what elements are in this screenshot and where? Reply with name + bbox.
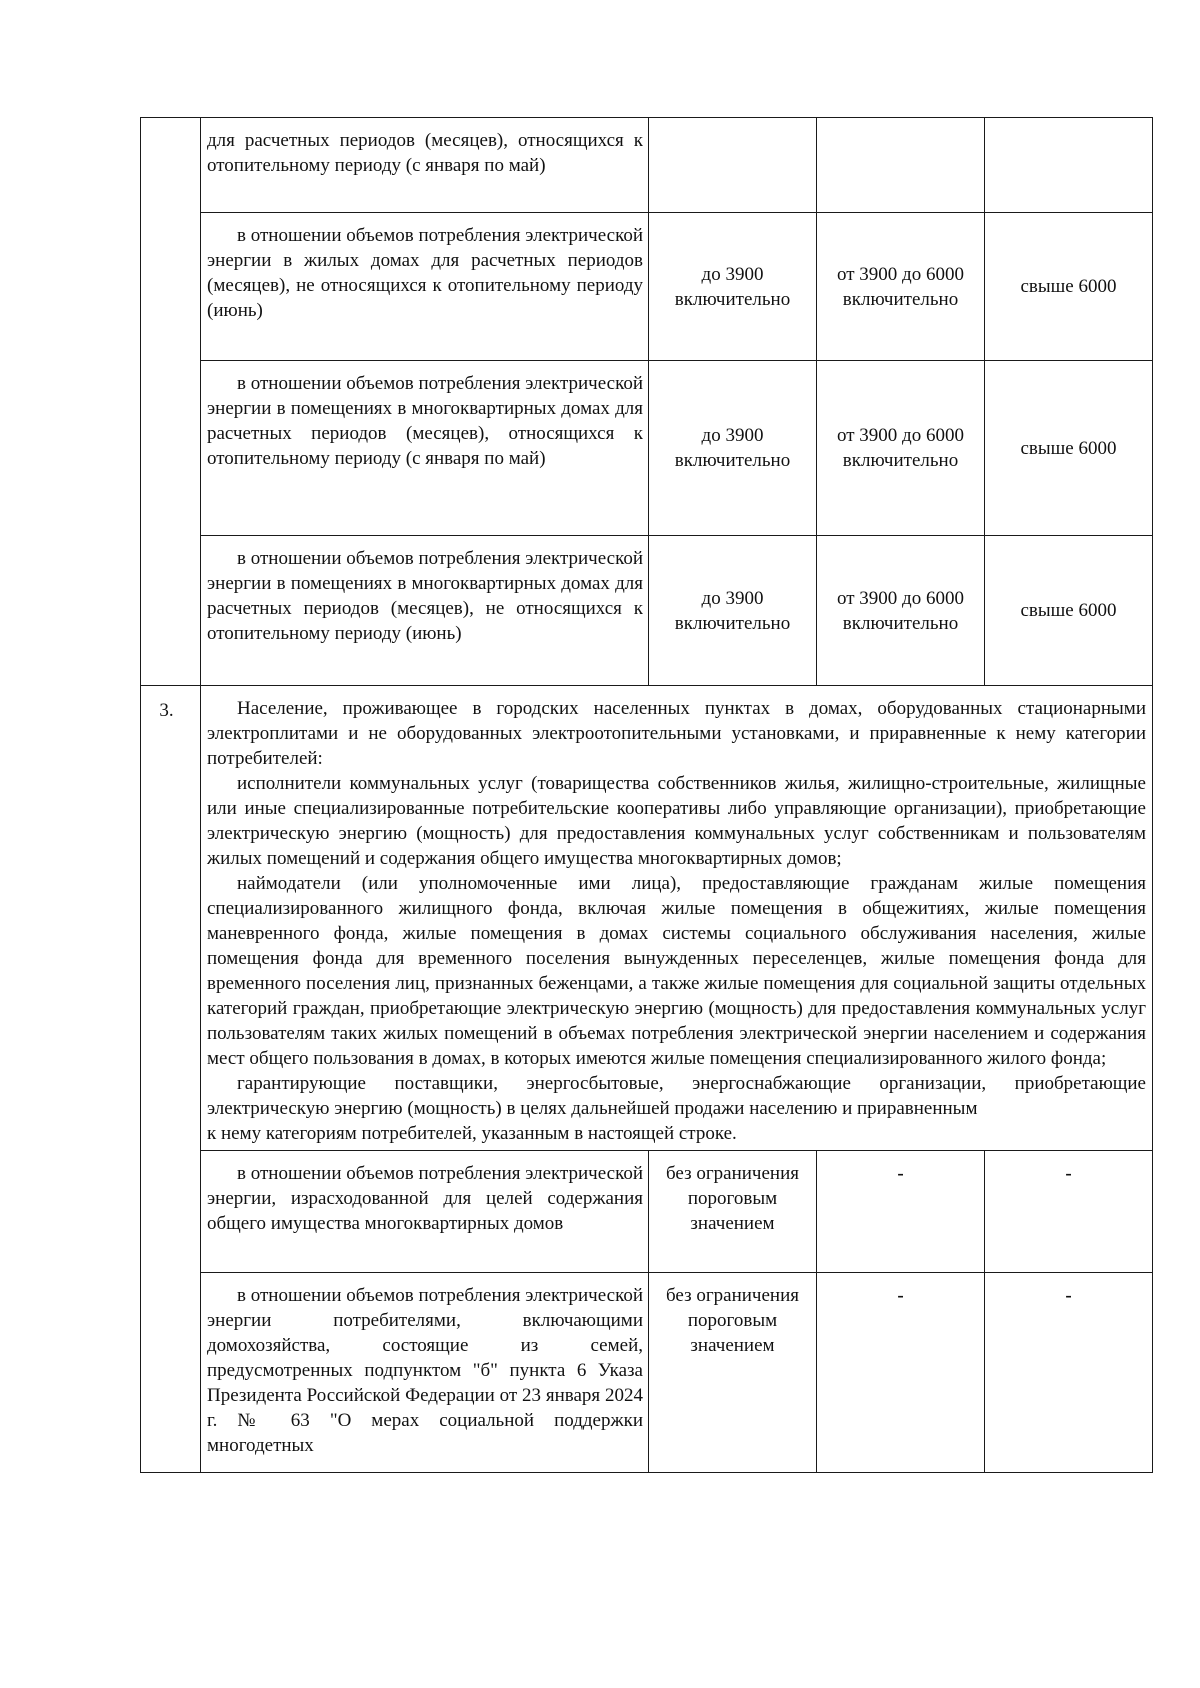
threshold-second: от 3900 до 6000 включительно [817,536,985,686]
threshold-second: - [817,1151,985,1273]
threshold-second: от 3900 до 6000 включительно [817,213,985,361]
threshold-second: - [817,1273,985,1473]
threshold-first: до 3900 включительно [649,361,817,536]
row-number: 3. [159,700,174,721]
table-row [141,213,1153,361]
table-row [141,1273,1153,1473]
section-paragraph: наймодатели (или уполномоченные ими лица), предоставляющие гражданам жилые помещения специализированного жилищного фонда, включая жилые помещения в общежитиях, жилые помещения маневренного фонда, жилые помещения в домах системы социального обслуживания населения, жилые помещения фонда для временного поселения вынужденных переселенцев, жилые помещения фонда для временного поселения лиц, признанных беженцами, а также жилые помещения для социальной защиты отдельных категорий граждан, приобретающие электрическую энергию (мощность) для предоставления коммунальных услуг пользователям таких жилых помещений в объемах потребления электрической энергии населением и содержания мест общего пользования в домах, в которых имеются жилые помещения специализированного жилого фонда; [207,873,1146,1069]
threshold-first [649,118,817,213]
table-row [141,361,1153,536]
row-number-cell [141,686,201,1473]
row-description: для расчетных периодов (месяцев), относящихся к отопительному периоду (с января по май) [201,118,649,213]
threshold-third: - [985,1151,1153,1273]
threshold-first: без ограничения пороговым значением [649,1151,817,1273]
threshold-third [985,118,1153,213]
tariff-table [140,117,1153,1473]
row-number-cell [141,118,201,686]
table-row [141,1151,1153,1273]
table-row [141,686,1153,1151]
threshold-third: свыше 6000 [985,361,1153,536]
threshold-second [817,118,985,213]
row-description: в отношении объемов потребления электрической энергии, израсходованной для целей содержания общего имущества многоквартирных домов [201,1151,649,1273]
row-description: в отношении объемов потребления электрической энергии в помещениях в многоквартирных домах для расчетных периодов (месяцев), не относящихся к отопительному периоду (июнь) [201,536,649,686]
threshold-second: от 3900 до 6000 включительно [817,361,985,536]
section-paragraph: Население, проживающее в городских населенных пунктах в домах, оборудованных стационарными электроплитами и не оборудованных электроотопительными установками, и приравненные к нему категории потребителей: [207,698,1146,769]
threshold-third: - [985,1273,1153,1473]
section-paragraph: к нему категориям потребителей, указанным в настоящей строке. [207,1123,737,1144]
threshold-first: до 3900 включительно [649,536,817,686]
section-description [201,686,1153,1151]
section-paragraph: исполнители коммунальных услуг (товарищества собственников жилья, жилищно-строительные, жилищные или иные специализированные потребительские кооперативы либо управляющие организации), приобретающие электрическую энергию (мощность) для предоставления коммунальных услуг собственникам и пользователям жилых помещений и содержания общего имущества многоквартирных домов; [207,773,1146,869]
table-row [141,118,1153,213]
threshold-first: без ограничения пороговым значением [649,1273,817,1473]
row-description: в отношении объемов потребления электрической энергии потребителями, включающими домохозяйства, состоящие из семей, предусмотренных подпунктом "б" пункта 6 Указа Президента Российской Федерации от 23 января 2024 г. № 63 "О мерах социальной поддержки многодетных [201,1273,649,1473]
threshold-third: свыше 6000 [985,213,1153,361]
row-description: в отношении объемов потребления электрической энергии в помещениях в многоквартирных домах для расчетных периодов (месяцев), относящихся к отопительному периоду (с января по май) [201,361,649,536]
table-row [141,536,1153,686]
row-description: в отношении объемов потребления электрической энергии в жилых домах для расчетных периодов (месяцев), не относящихся к отопительному периоду (июнь) [201,213,649,361]
section-paragraph: гарантирующие поставщики, энергосбытовые, энергоснабжающие организации, приобретающие электрическую энергию (мощность) в целях дальнейшей продажи населению и приравненным [207,1073,1146,1119]
threshold-first: до 3900 включительно [649,213,817,361]
threshold-third: свыше 6000 [985,536,1153,686]
